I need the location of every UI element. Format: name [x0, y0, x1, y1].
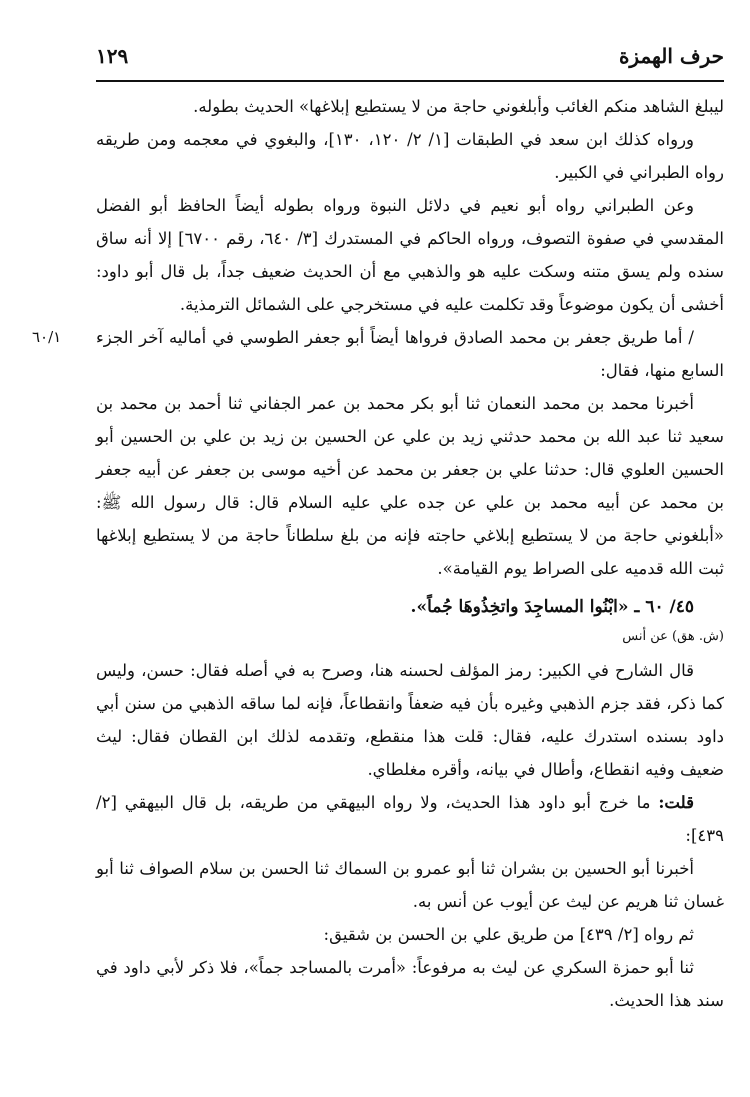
chapter-title: حرف الهمزة	[618, 44, 724, 68]
page-number: ١٢٩	[96, 44, 129, 68]
page-header	[96, 40, 724, 74]
paragraph-5: أخبرنا محمد بن محمد النعمان ثنا أبو بكر محمد بن عمر الجفاني ثنا أحمد بن محمد بن سعيد ثنا عبد الله بن محمد حدثني زيد بن علي عن الحسين بن زيد بن علي بن الحسين أبو الحسين العلوي قال: حدثنا علي بن جعفر بن محمد عن أخيه موسى بن جعفر عن أبيه جعفر بن محمد عن أبيه محمد بن علي عن جده علي عليه السلام قال: قال رسول الله ﷺ: «أبلغوني حاجة من لا يستطيع إبلاغي حاجته فإنه من بلغ سلطاناً حاجة من لا يستطيع إبلاغها ثبت الله قدميه على الصراط يوم القيامة».	[96, 394, 724, 578]
header-rule	[96, 80, 724, 82]
paragraph-7-text: ما خرج أبو داود هذا الحديث، ولا رواه البيهقي من طريقه، بل قال البيهقي [٢/ ٤٣٩]:	[96, 793, 724, 845]
paragraph-2: ورواه كذلك ابن سعد في الطبقات [١/ ٢/ ١٢٠، ١٣٠]، والبغوي في معجمه ومن طريقه رواه الطبراني في الكبير.	[96, 130, 724, 182]
paragraph-4: / أما طريق جعفر بن محمد الصادق فرواها أيضاً أبو جعفر الطوسي في أماليه آخر الجزء السابع منها، فقال:	[96, 328, 724, 380]
qultu-label: قلت:	[658, 793, 694, 812]
margin-reference: ٦٠/١	[32, 328, 62, 346]
paragraph-10: ثنا أبو حمزة السكري عن ليث به مرفوعاً: «أمرت بالمساجد جماً»، فلا ذكر لأبي داود في سند هذا الحديث.	[96, 958, 724, 1010]
paragraph-3: وعن الطبراني رواه أبو نعيم في دلائل النبوة ورواه بطوله أيضاً الحافظ أبو الفضل المقدسي في صفوة التصوف، ورواه الحاكم في المستدرك [٣/ ٦٤٠، رقم ٦٧٠٠] إلا أنه ساق سنده ولم يسق متنه وسكت عليه هو والذهبي مع أن الحديث ضعيف جداً، بل قال أبو داود: أخشى أن يكون موضوعاً وقد تكلمت عليه في مستخرجي على الشمائل الترمذية.	[96, 196, 725, 314]
paragraph-8: أخبرنا أبو الحسين بن بشران ثنا أبو عمرو بن السماك ثنا الحسن بن سلام الصواف ثنا أبو غسان ثنا هريم عن ليث عن أيوب عن أنس به.	[96, 859, 724, 911]
paragraph-1: ليبلغ الشاهد منكم الغائب وأبلغوني حاجة من لا يستطيع إبلاغها» الحديث بطوله.	[193, 97, 724, 116]
paragraph-6: قال الشارح في الكبير: رمز المؤلف لحسنه هنا، وصرح به في أصله فقال: حسن، وليس كما ذكر، فقد جزم الذهبي وغيره بأن فيه ضعفاً وانقطاعاً، فإنه لما ساقه الذهبي من سنن أبي داود بسنده استدرك عليه، فقال: قلت هذا منقطع، وتقدمه لذلك ابن القطان فقال: ليث ضعيف وفيه انقطاع، وأطال في بيانه، وأقره مغلطاي.	[96, 661, 724, 779]
paragraph-7	[96, 786, 724, 852]
page-body	[32, 90, 725, 1085]
paragraph-9: ثم رواه [٢/ ٤٣٩] من طريق علي بن الحسن بن شقيق:	[323, 925, 694, 944]
source-note: (ش. هق) عن أنس	[622, 629, 724, 644]
paragraph-4-row	[32, 321, 724, 387]
hadith-title: ٤٥/ ٦٠ ـ «ابْنُوا المساجِدَ واتخِذُوهَا جُماً».	[410, 597, 694, 617]
